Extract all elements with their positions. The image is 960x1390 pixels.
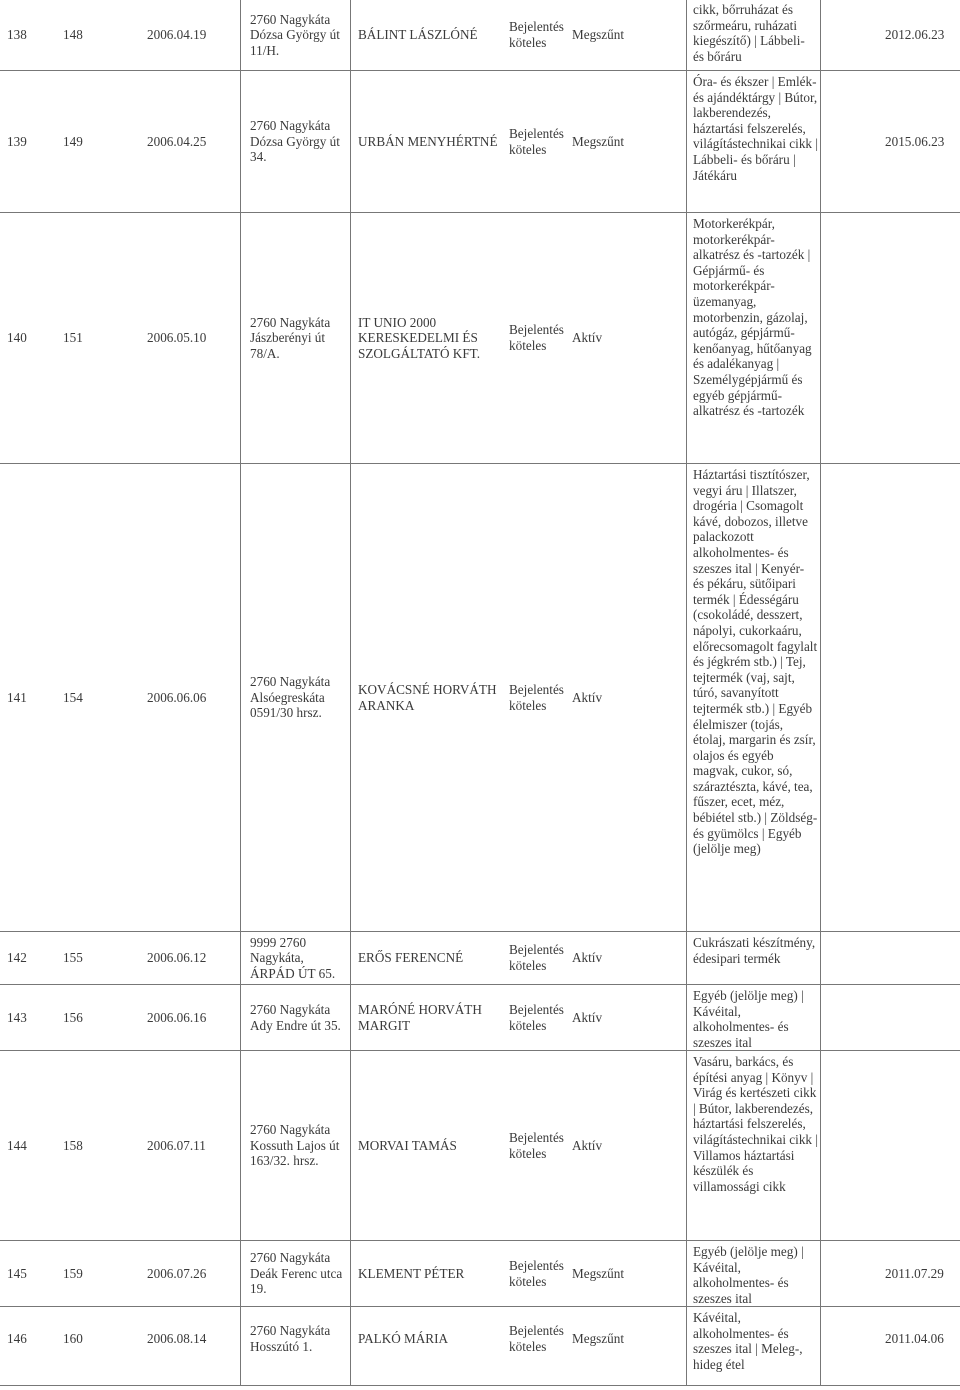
obligation-cell: Bejelentés köteles <box>509 1323 564 1354</box>
registration-id: 159 <box>63 1265 83 1281</box>
table-bottom-border <box>0 1385 960 1386</box>
registration-date: 2006.07.26 <box>147 1265 207 1281</box>
status-cell: Megszűnt <box>572 1331 625 1347</box>
obligation-cell: Bejelentés köteles <box>509 1257 564 1289</box>
row-number: 146 <box>7 1331 27 1347</box>
owner-name: MARÓNÉ HORVÁTH MARGIT <box>358 1001 482 1033</box>
end-date-cell: 2015.06.23 <box>885 133 945 149</box>
registration-id: 149 <box>63 133 83 149</box>
address-cell: 2760 Nagykáta Alsóegreskáta 0591/30 hrsz. <box>250 674 331 721</box>
registration-id: 148 <box>63 27 83 43</box>
goods-cell: Motorkerékpár, motorkerékpár-alkatrész és -tartozék | Gépjármű- és motorkerékpár-üzemanyag, motorbenzin, gázolaj, autógáz, gépjármű-kenőanyag, hűtőanyag és adalékanyag | Személygépjármű és egyéb gépjármű-alkatrész és -tartozék <box>693 216 812 419</box>
obligation-cell: Bejelentés köteles <box>509 942 564 973</box>
owner-name: MORVAI TAMÁS <box>358 1137 457 1153</box>
owner-name: BÁLINT LÁSZLÓNÉ <box>358 27 478 43</box>
row-number: 138 <box>7 27 27 43</box>
end-date-cell <box>820 213 960 463</box>
row-number: 139 <box>7 133 27 149</box>
address-cell: 2760 Nagykáta Dózsa György út 11/H. <box>250 11 340 58</box>
registration-date: 2006.06.06 <box>147 689 207 705</box>
goods-cell: Cukrászati készítmény, édesipari termék <box>693 935 816 966</box>
end-date-cell <box>820 1051 960 1240</box>
owner-name: KOVÁCSNÉ HORVÁTH ARANKA <box>358 681 497 713</box>
goods-cell: Vasáru, barkács, és építési anyag | Könyv | Virág és kertészeti cikk | Bútor, lakberendezés, háztartási felszerelés, világítástechnikai cikk | Villamos háztartási készülék és villamossági cikk <box>693 1054 818 1194</box>
registration-date: 2006.05.10 <box>147 330 207 346</box>
registration-id: 151 <box>63 330 83 346</box>
table-row <box>0 213 960 463</box>
address-cell: 9999 2760 Nagykáta, ÁRPÁD ÚT 65. <box>250 934 336 981</box>
registration-id: 156 <box>63 1009 83 1025</box>
row-number: 145 <box>7 1265 27 1281</box>
goods-cell: Háztartási tisztítószer, vegyi áru | Illatszer, drogéria | Csomagolt kávé, dobozos, illetve palackozott alkoholmentes- és szeszes ital | Kenyér- és pékáru, sütőipari termék | Édességáru (csokoládé, desszert, nápolyi, cukorkaáru, előrecsomagolt fagylalt és jégkrém stb.) | Tej, tejtermék (vaj, sajt, túró, savanyított tejtermék stb.) | Egyéb élelmiszer (tojás, étolaj, margarin és zsír, olajos és egyéb magvak, cukor, só, száraztészta, kávé, tea, fűszer, ecet, méz, bébiétel stb.) | Zöldség- és gyümölcs | Egyéb (jelölje meg) <box>693 467 818 857</box>
end-date-cell: 2011.04.06 <box>885 1331 944 1347</box>
address-cell: 2760 Nagykáta Ady Endre út 35. <box>250 1001 341 1033</box>
status-cell: Aktív <box>572 1009 603 1025</box>
table-row <box>0 0 960 70</box>
table-row <box>0 1241 960 1306</box>
owner-name: IT UNIO 2000 KERESKEDELMI ÉS SZOLGÁLTATÓ KFT. <box>358 314 481 361</box>
row-number: 142 <box>7 950 27 966</box>
address-cell: 2760 Nagykáta Hosszútó 1. <box>250 1323 331 1354</box>
owner-name: KLEMENT PÉTER <box>358 1265 465 1281</box>
address-cell: 2760 Nagykáta Jászberényi út 78/A. <box>250 314 331 361</box>
status-cell: Megszűnt <box>572 133 625 149</box>
goods-cell: cikk, bőrruházat és szőrmeáru, ruházati kiegészítő) | Lábbeli- és bőráru <box>693 2 805 64</box>
row-number: 140 <box>7 330 27 346</box>
obligation-cell: Bejelentés köteles <box>509 125 564 157</box>
registration-date: 2006.08.14 <box>147 1331 207 1347</box>
registration-date: 2006.04.25 <box>147 133 207 149</box>
owner-name: ERŐS FERENCNÉ <box>358 950 464 966</box>
status-cell: Megszűnt <box>572 27 625 43</box>
registration-id: 160 <box>63 1331 83 1347</box>
end-date-cell <box>820 932 960 984</box>
status-cell: Aktív <box>572 330 603 346</box>
goods-cell: Kávéital, alkoholmentes- és szeszes ital | Meleg-, hideg étel <box>693 1310 803 1372</box>
registration-id: 155 <box>63 950 83 966</box>
end-date-cell <box>820 464 960 931</box>
table-row <box>0 464 960 931</box>
status-cell: Megszűnt <box>572 1265 625 1281</box>
table-row <box>0 1307 960 1371</box>
address-cell: 2760 Nagykáta Deák Ferenc utca 19. <box>250 1250 343 1297</box>
registration-date: 2006.07.11 <box>147 1137 206 1153</box>
end-date-cell <box>820 985 960 1050</box>
registration-id: 158 <box>63 1137 83 1153</box>
obligation-cell: Bejelentés köteles <box>509 19 564 50</box>
row-number: 141 <box>7 689 27 705</box>
end-date-cell: 2012.06.23 <box>885 27 945 43</box>
table-row <box>0 932 960 984</box>
status-cell: Aktív <box>572 950 603 966</box>
table-row <box>0 1051 960 1240</box>
owner-name: PALKÓ MÁRIA <box>358 1331 449 1347</box>
goods-cell: Óra- és ékszer | Emlék- és ajándéktárgy | Bútor, lakberendezés, háztartási felszerelés, világítástechnikai cikk | Lábbeli- és bőráru | Játékáru <box>693 74 818 183</box>
registration-date: 2006.06.16 <box>147 1009 207 1025</box>
registration-date: 2006.04.19 <box>147 27 207 43</box>
status-cell: Aktív <box>572 1137 603 1153</box>
table-row <box>0 71 960 212</box>
registration-date: 2006.06.12 <box>147 950 207 966</box>
registration-id: 154 <box>63 689 83 705</box>
obligation-cell: Bejelentés köteles <box>509 681 564 713</box>
end-date-cell: 2011.07.29 <box>885 1265 944 1281</box>
status-cell: Aktív <box>572 689 603 705</box>
address-cell: 2760 Nagykáta Kossuth Lajos út 163/32. hrsz. <box>250 1122 340 1169</box>
row-number: 143 <box>7 1009 27 1025</box>
owner-name: URBÁN MENYHÉRTNÉ <box>358 133 498 149</box>
address-cell: 2760 Nagykáta Dózsa György út 34. <box>250 118 340 165</box>
table-row <box>0 985 960 1050</box>
obligation-cell: Bejelentés köteles <box>509 322 564 353</box>
goods-cell: Egyéb (jelölje meg) | Kávéital, alkoholmentes- és szeszes ital <box>693 1244 804 1306</box>
row-number: 144 <box>7 1137 27 1153</box>
goods-cell: Egyéb (jelölje meg) | Kávéital, alkoholmentes- és szeszes ital <box>693 988 804 1050</box>
obligation-cell: Bejelentés köteles <box>509 1001 564 1033</box>
obligation-cell: Bejelentés köteles <box>509 1129 564 1161</box>
